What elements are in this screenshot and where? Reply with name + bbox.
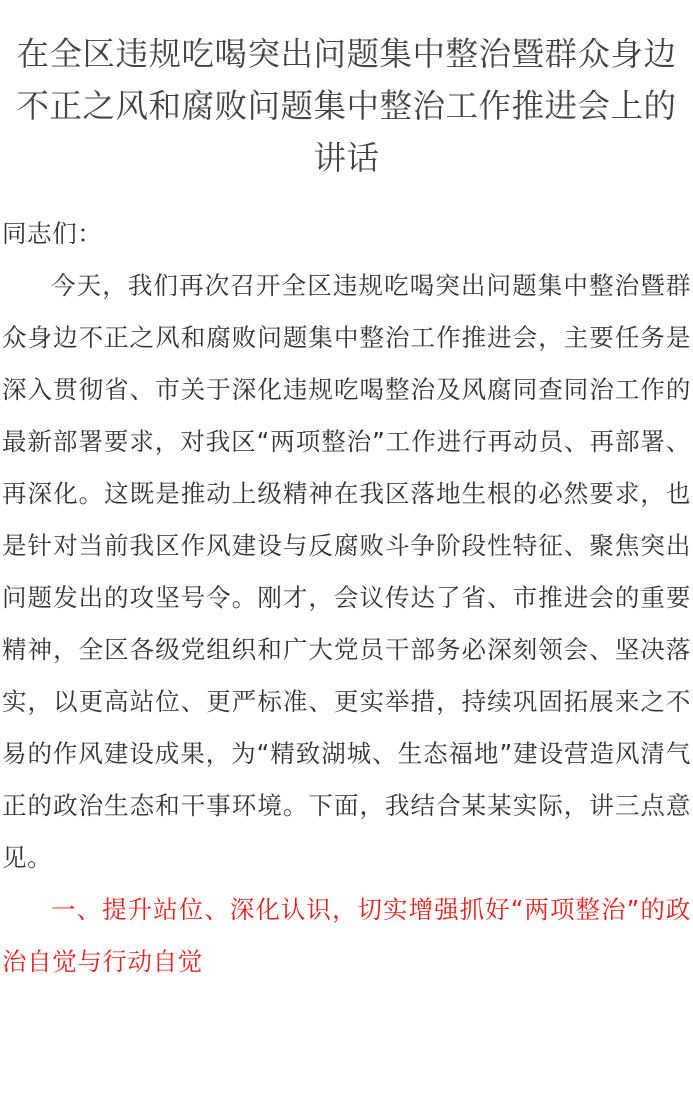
body-paragraph: 今天，我们再次召开全区违规吃喝突出问题集中整治暨群众身边不正之风和腐败问题集中整治工作推进会，主要任务是深入贯彻省、市关于深化违规吃喝整治及风腐同查同治工作的最新部署要求，对我区“两项整治”工作进行再动员、再部署、再深化。这既是推动上级精神在我区落地生根的必然要求，也是针对当前我区作风建设与反腐败斗争阶段性特征、聚焦突出问题发出的攻坚号令。刚才，会议传达了省、市推进会的重要精神，全区各级党组织和广大党员干部务必深刻领会、坚决落实，以更高站位、更严标准、更实举措，持续巩固拓展来之不易的作风建设成果，为“精致湖城、生态福地”建设营造风清气正的政治生态和干事环境。下面，我结合某某实际，讲三点意见。 — [2, 271, 691, 872]
speech-title: 在全区违规吃喝突出问题集中整治暨群众身边不正之风和腐败问题集中整治工作推进会上的讲话 — [16, 35, 677, 177]
salutation: 同志们： — [2, 219, 103, 248]
speech-body — [2, 208, 691, 988]
section-heading: 一、提升站位、深化认识，切实增强抓好“两项整治”的政治自觉与行动自觉 — [2, 895, 691, 976]
